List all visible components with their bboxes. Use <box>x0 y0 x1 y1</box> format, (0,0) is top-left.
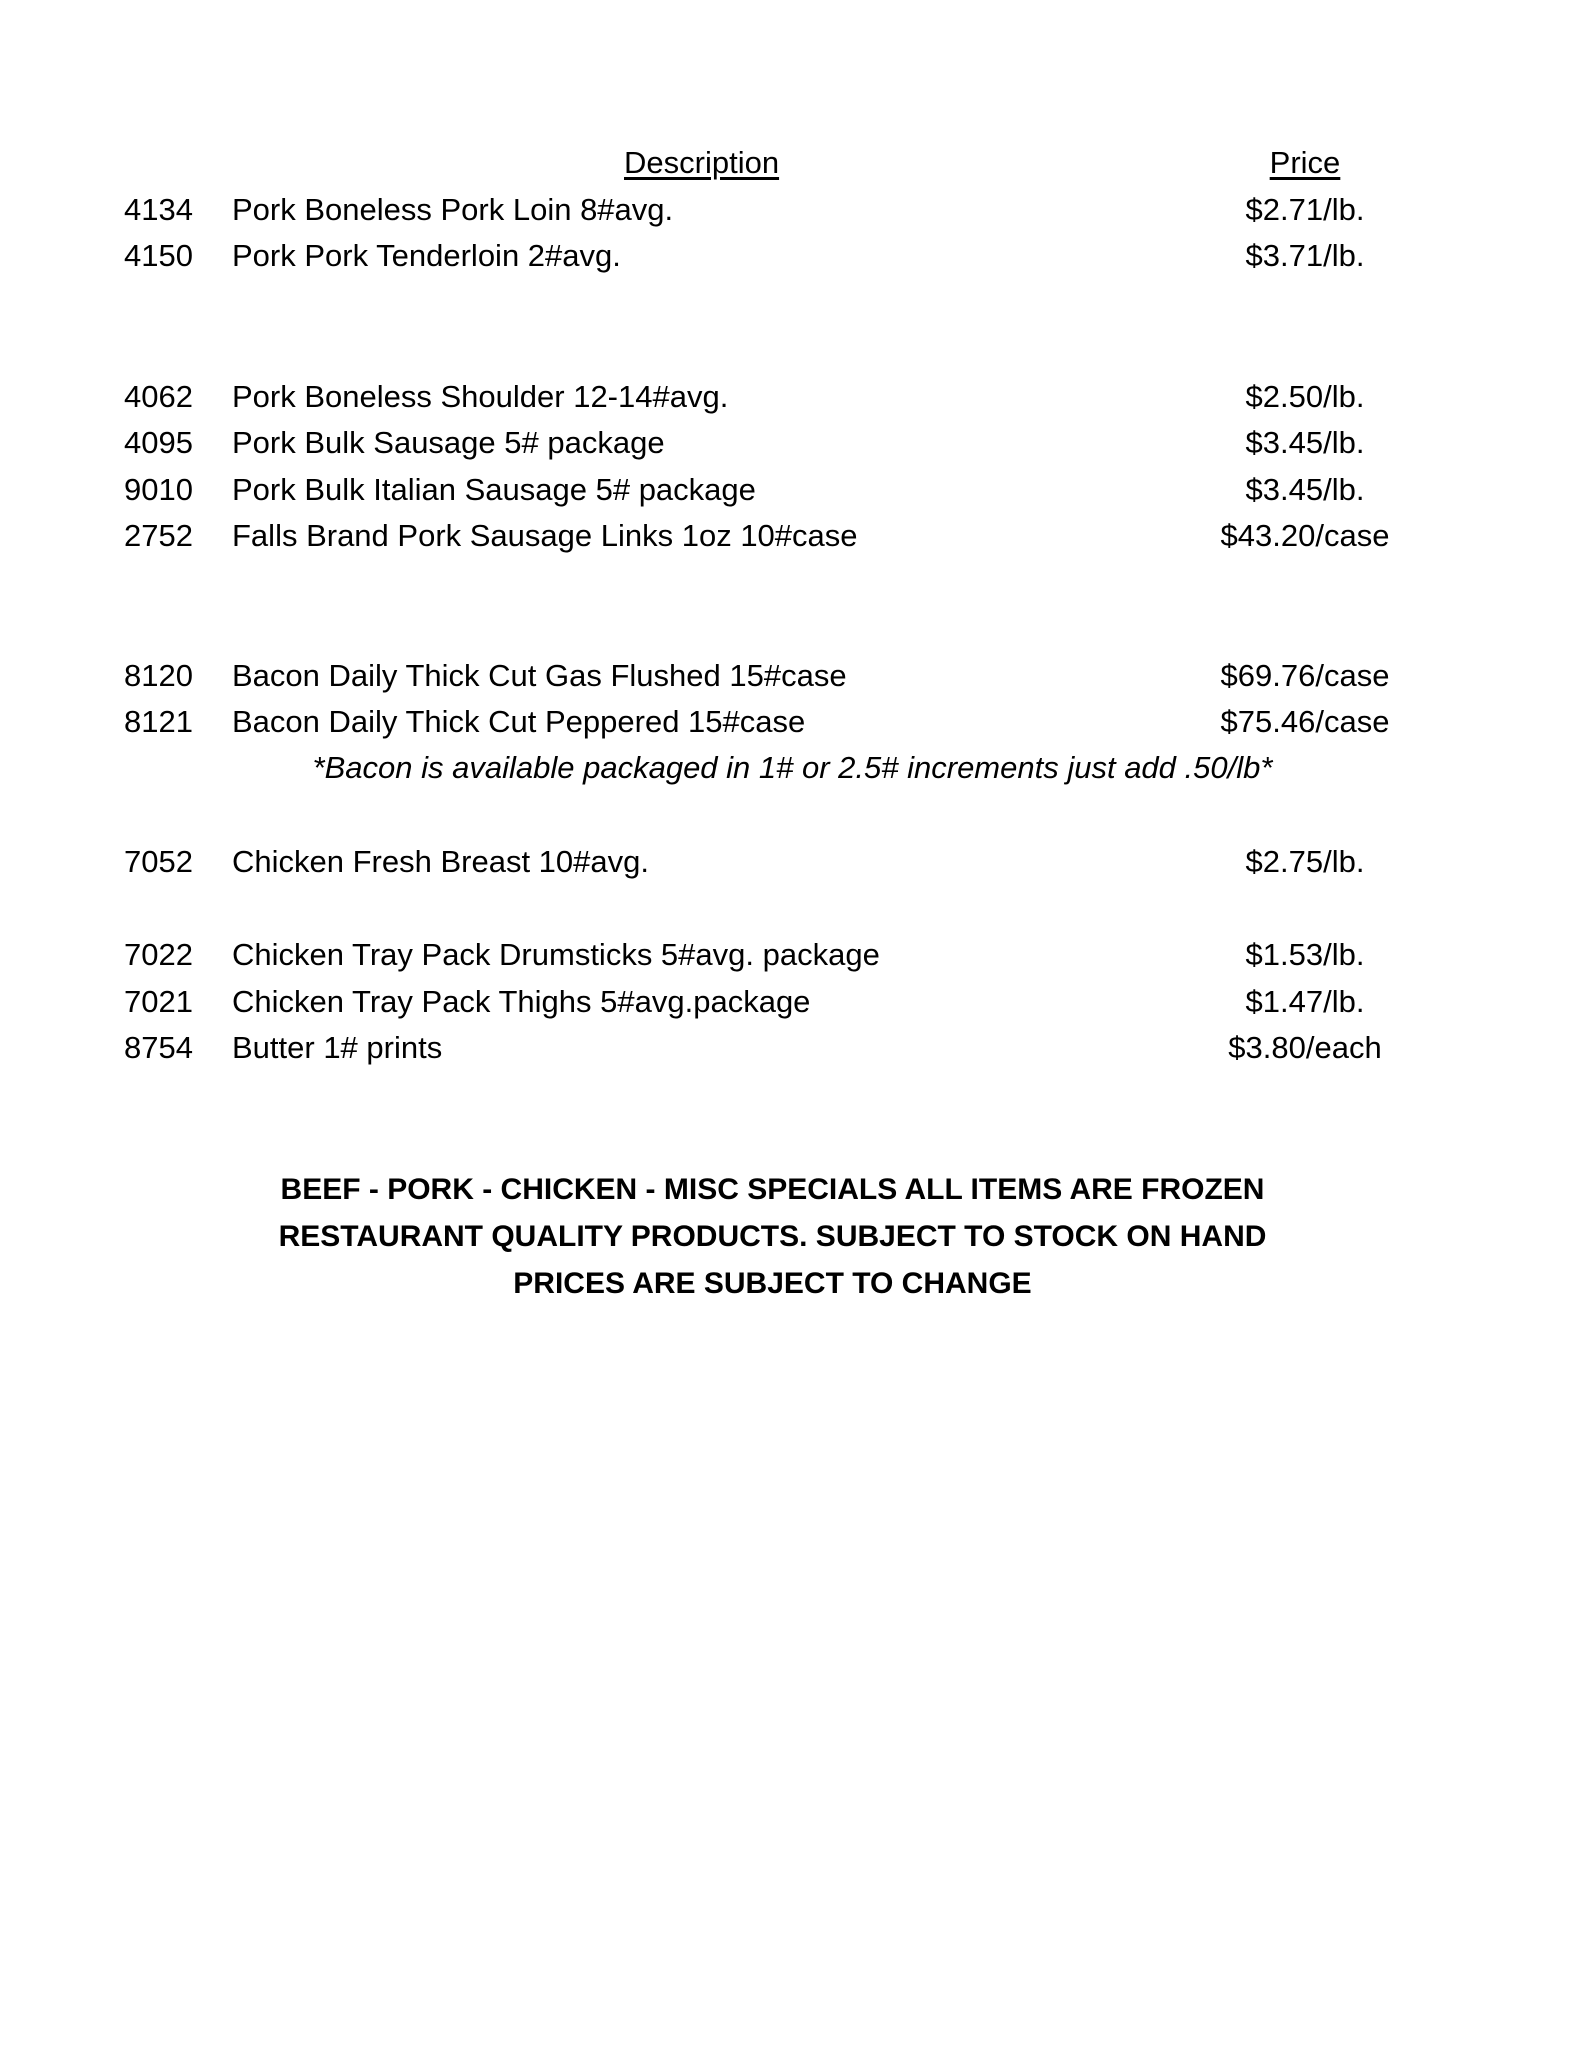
item-code: 8754 <box>124 1030 193 1065</box>
bacon-note-text: *Bacon is available packaged in 1# or 2.5# increments just add .50/lb* <box>312 750 1273 785</box>
item-description: Chicken Fresh Breast 10#avg. <box>232 844 649 879</box>
item-description: Chicken Tray Pack Drumsticks 5#avg. package <box>232 937 880 972</box>
item-price: $2.71/lb. <box>1245 192 1365 227</box>
list-item <box>0 842 1583 882</box>
item-description: Pork Boneless Shoulder 12-14#avg. <box>232 379 729 414</box>
item-code: 9010 <box>124 472 193 507</box>
item-code: 4150 <box>124 238 193 273</box>
item-description: Pork Bulk Italian Sausage 5# package <box>232 472 756 507</box>
item-description: Pork Bulk Sausage 5# package <box>232 425 665 460</box>
item-description: Bacon Daily Thick Cut Peppered 15#case <box>232 704 806 739</box>
price-column-header: Price <box>1269 145 1341 180</box>
item-description: Bacon Daily Thick Cut Gas Flushed 15#case <box>232 658 847 693</box>
description-column-header: Description <box>624 145 780 180</box>
item-price: $1.53/lb. <box>1245 937 1365 972</box>
item-description: Butter 1# prints <box>232 1030 443 1065</box>
item-description: Chicken Tray Pack Thighs 5#avg.package <box>232 984 811 1019</box>
item-price: $3.45/lb. <box>1245 425 1365 460</box>
specials-disclaimer <box>0 1166 1545 1307</box>
item-code: 4134 <box>124 192 193 227</box>
item-code: 8121 <box>124 704 193 739</box>
item-price: $3.71/lb. <box>1245 238 1365 273</box>
list-item <box>0 935 1583 975</box>
list-item <box>0 516 1583 556</box>
item-price: $75.46/case <box>1220 704 1390 739</box>
bacon-note <box>0 748 1583 788</box>
disclaimer-line: PRICES ARE SUBJECT TO CHANGE <box>513 1267 1032 1300</box>
item-code: 7021 <box>124 984 193 1019</box>
item-code: 8120 <box>124 658 193 693</box>
list-item <box>0 423 1583 463</box>
item-price: $3.45/lb. <box>1245 472 1365 507</box>
list-item <box>0 377 1583 417</box>
item-price: $2.75/lb. <box>1245 844 1365 879</box>
item-description: Falls Brand Pork Sausage Links 1oz 10#case <box>232 518 858 553</box>
item-code: 7022 <box>124 937 193 972</box>
list-item <box>0 656 1583 696</box>
item-price: $2.50/lb. <box>1245 379 1365 414</box>
item-price: $1.47/lb. <box>1245 984 1365 1019</box>
list-item <box>0 190 1583 230</box>
item-code: 4062 <box>124 379 193 414</box>
list-item <box>0 236 1583 276</box>
item-price: $3.80/each <box>1228 1030 1382 1065</box>
item-description: Pork Boneless Pork Loin 8#avg. <box>232 192 674 227</box>
list-item <box>0 1028 1583 1068</box>
item-code: 2752 <box>124 518 193 553</box>
disclaimer-line: RESTAURANT QUALITY PRODUCTS. SUBJECT TO STOCK ON HAND <box>278 1220 1267 1253</box>
list-item <box>0 702 1583 742</box>
list-item <box>0 982 1583 1022</box>
item-price: $43.20/case <box>1220 518 1390 553</box>
item-code: 7052 <box>124 844 193 879</box>
list-item <box>0 470 1583 510</box>
item-price: $69.76/case <box>1220 658 1390 693</box>
item-code: 4095 <box>124 425 193 460</box>
item-description: Pork Pork Tenderloin 2#avg. <box>232 238 621 273</box>
disclaimer-line: BEEF - PORK - CHICKEN - MISC SPECIALS ALL ITEMS ARE FROZEN <box>280 1173 1265 1206</box>
